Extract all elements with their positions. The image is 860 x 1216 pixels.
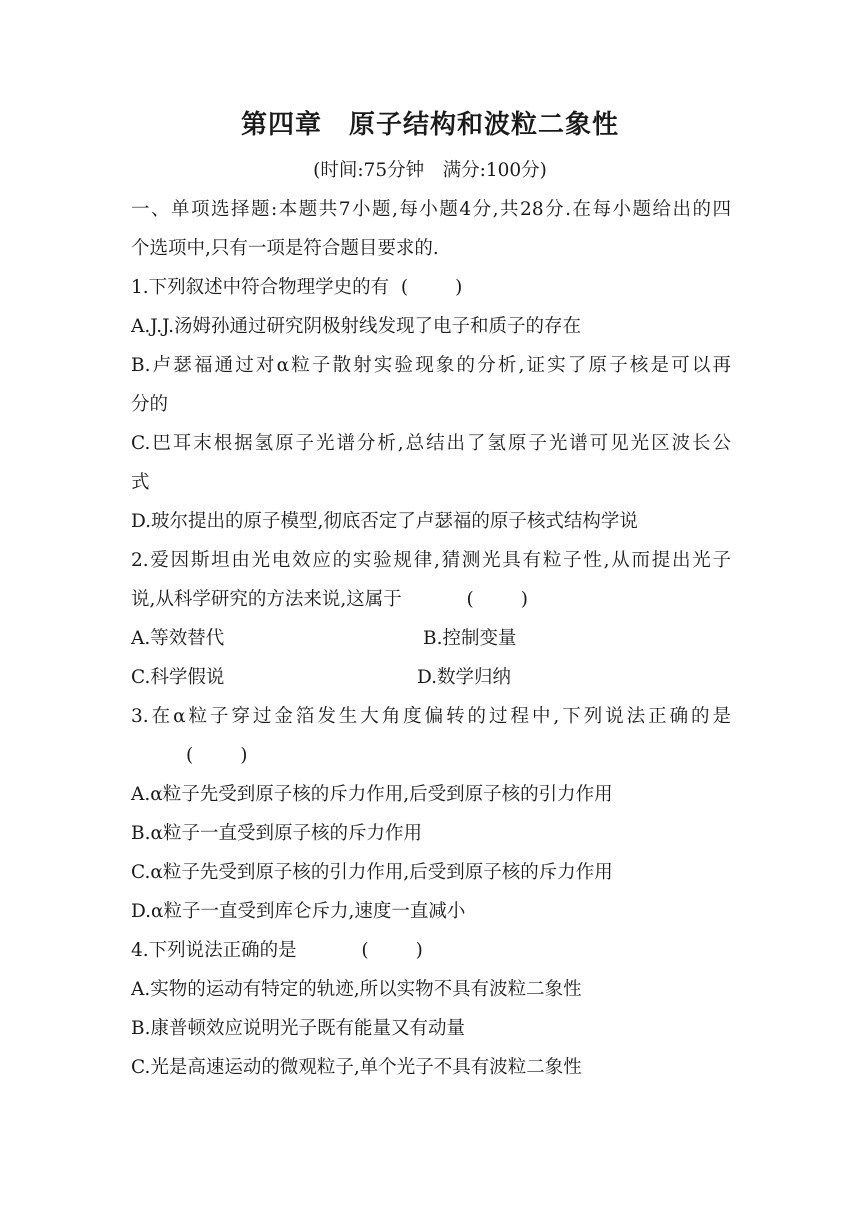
question-4-option-b: B.康普顿效应说明光子既有能量又有动量 [131, 1018, 465, 1039]
question-2-option-b: B.控制变量 [423, 628, 517, 649]
question-1-option-c-line-1: C.巴耳末根据氢原子光谱分析,总结出了氢原子光谱可见光区波长公 [131, 433, 731, 454]
question-3-option-b: B.α粒子一直受到原子核的斥力作用 [131, 823, 422, 844]
question-4-option-c: C.光是高速运动的微观粒子,单个光子不具有波粒二象性 [131, 1057, 582, 1078]
question-2-option-a: A.等效替代 [131, 628, 225, 649]
question-1-option-b-line-2: 分的 [131, 394, 169, 415]
question-4-option-a: A.实物的运动有特定的轨迹,所以实物不具有波粒二象性 [131, 979, 582, 1000]
question-1-option-c-line-2: 式 [131, 472, 150, 493]
question-3-stem-line-2: ( ) [186, 745, 248, 766]
question-1-option-d: D.玻尔提出的原子模型,彻底否定了卢瑟福的原子核式结构学说 [131, 511, 638, 532]
question-3-option-c: C.α粒子先受到原子核的引力作用,后受到原子核的斥力作用 [131, 862, 613, 883]
question-3-stem-line-1: 3.在α粒子穿过金箔发生大角度偏转的过程中,下列说法正确的是 [131, 706, 731, 727]
question-2-stem-line-2: 说,从科学研究的方法来说,这属于 ( ) [131, 589, 528, 610]
question-3-option-d: D.α粒子一直受到库仑斥力,速度一直减小 [131, 901, 466, 922]
question-4-stem: 4.下列说法正确的是 ( ) [131, 940, 423, 961]
exam-time-score: (时间:75分钟 满分:100分) [313, 160, 547, 181]
question-1-stem: 1.下列叙述中符合物理学史的有 ( ) [131, 277, 463, 298]
chapter-title: 第四章 原子结构和波粒二象性 [240, 110, 619, 140]
question-2-option-c: C.科学假说 [131, 667, 225, 688]
question-2-option-d: D.数学归纳 [417, 667, 512, 688]
section-heading-line-2: 个选项中,只有一项是符合题目要求的. [131, 238, 439, 259]
section-heading-line-1: 一、单项选择题:本题共7小题,每小题4分,共28分.在每小题给出的四 [131, 199, 731, 220]
question-2-stem-line-1: 2.爱因斯坦由光电效应的实验规律,猜测光具有粒子性,从而提出光子 [131, 550, 731, 571]
question-3-option-a: A.α粒子先受到原子核的斥力作用,后受到原子核的引力作用 [131, 784, 613, 805]
question-1-option-b-line-1: B.卢瑟福通过对α粒子散射实验现象的分析,证实了原子核是可以再 [131, 355, 731, 376]
question-1-option-a: A.J.J.汤姆孙通过研究阴极射线发现了电子和质子的存在 [131, 316, 581, 337]
